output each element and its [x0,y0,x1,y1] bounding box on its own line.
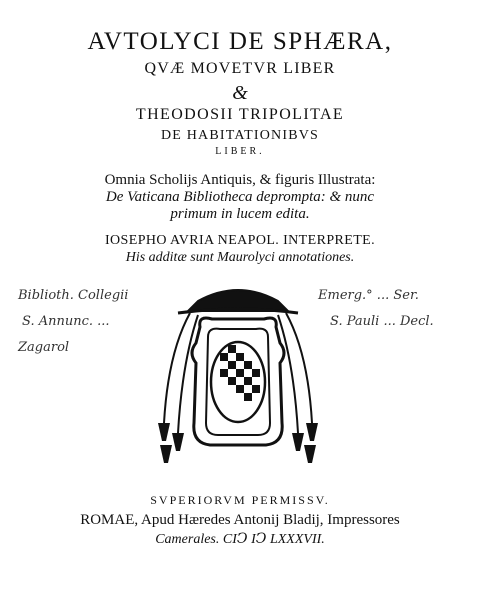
handwritten-note-left-1: Biblioth. Collegii [18,288,129,303]
handwritten-note-right-2: S. Pauli ... Decl. [330,314,434,329]
title-line-1: AVTOLYCI DE SPHÆRA, [87,28,393,55]
annotations-line: His additæ sunt Maurolyci annotationes. [125,250,355,265]
coat-of-arms-icon [138,283,338,473]
handwritten-note-left-2: S. Annunc. ... [22,314,110,329]
title-line-4: DE HABITATIONIBVS [160,128,320,143]
imprint-printer: ROMAE, Apud Hæredes Antonij Bladij, Impressores [80,512,400,528]
title-line-2: QVÆ MOVETVR LIBER [144,60,336,77]
title-line-3: THEODOSII TRIPOLITAE [135,106,345,123]
description-line-3: primum in lucem edita. [170,206,310,222]
handwritten-note-left-3: Zagarol [18,340,70,355]
title-line-5: LIBER. [215,146,265,157]
handwritten-note-right-1: Emerg.° ... Ser. [318,288,419,303]
imprint-date: Camerales. CIↃ IↃ LXXXVII. [155,532,325,547]
title-ampersand: & [232,82,248,104]
imprint-permission: SVPERIORVM PERMISSV. [150,493,330,507]
description-line-1: Omnia Scholijs Antiquis, & figuris Illustrata: [104,172,376,188]
description-line-2: De Vaticana Bibliotheca deprompta: & nunc [105,189,375,205]
interpreter-line: IOSEPHO AVRIA NEAPOL. INTERPRETE. [104,233,375,248]
